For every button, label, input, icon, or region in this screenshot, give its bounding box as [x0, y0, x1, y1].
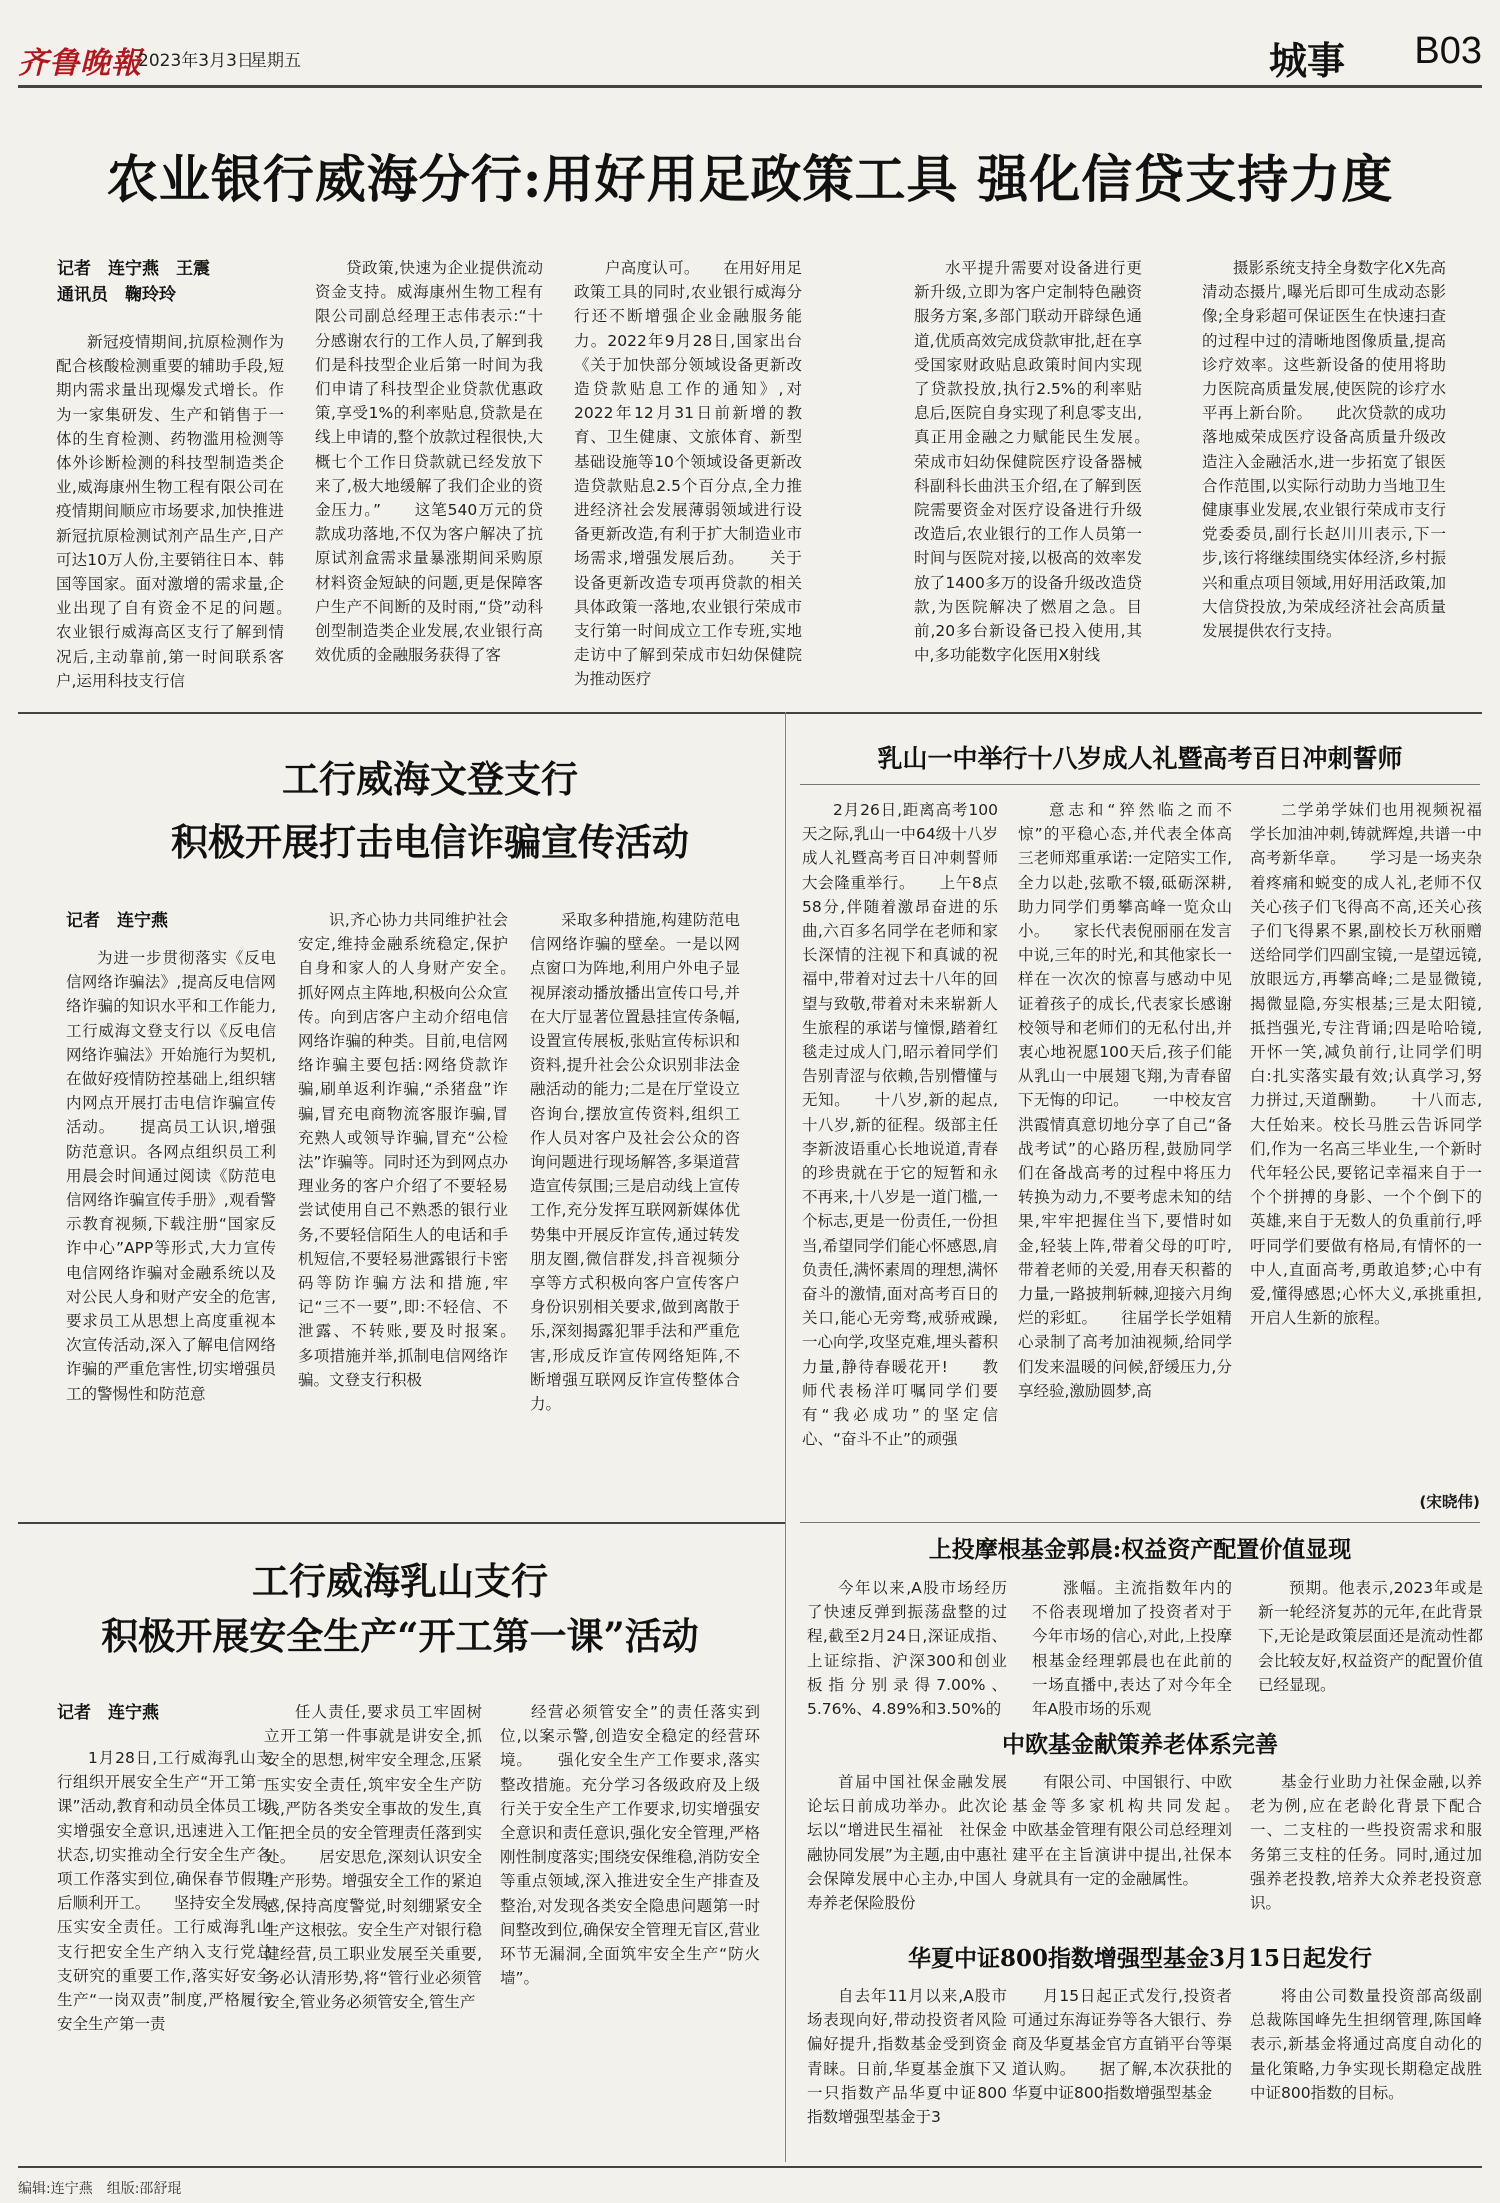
section-name: 城事 — [1268, 38, 1345, 83]
article3-column-1: 2月26日,距离高考100天之际,乳山一中64级十八岁成人礼暨高考百日冲刺誓师大会隆重举行。 上午8点58分,伴随着激昂奋进的乐曲,六百多名同学在老师和家长深情的注视下和真诚的祝福中,带着对过去十八年的回望与致敬,带着对未来崭新人生旅程的承诺与憧憬,踏着红毯走过成人门,昭示着同学们告别青涩与依赖,告别懵懂与无知。 十八岁,新的起点,十八岁,新的征程。级部主任李新波语重心长地说道,青春的珍贵就在于它的短暂和永不再来,十八岁是一道门槛,一个标志,更是一份责任,一份担当,希望同学们能心怀感恩,肩负责任,满怀素周的理想,满怀奋斗的激情,面对高考百日的关口,能心无旁骛,戒骄戒躁,一心向学,攻坚克难,埋头蓄积力量,静待春暖花开! 教师代表杨洋叮嘱同学们要有“我必成功”的坚定信心、“奋斗不止”的顽强 — [802, 801, 998, 1449]
article3-title: 乳山一中举行十八岁成人礼暨高考百日冲刺誓师 — [877, 744, 1403, 773]
article2-byline: 记者 连宁燕 — [66, 911, 168, 931]
article1-column-1: 新冠疫情期间,抗原检测作为配合核酸检测重要的辅助手段,短期内需求量出现爆发式增长。作为一家集研发、生产和销售于一体的生育检测、药物滥用检测等体外诊断检测的科技型制造类企业,威海康州生物工程有限公司在疫情期间顺应市场要求,加快推进新冠抗原检测试剂产品生产,日产可达10万人份,主要销往日本、韩国等国家。面对激增的需求量,企业出现了自有资金不足的问题。 农业银行威海高区支行了解到情况后,主动靠前,第一时间联系客户,运用科技支行信 — [56, 333, 284, 690]
article1-byline-correspondent: 通讯员 鞠玲玲 — [57, 285, 176, 305]
article5-title: 上投摩根基金郭晨:权益资产配置价值显现 — [928, 1536, 1352, 1563]
article1-column-2: 贷政策,快速为企业提供流动资金支持。威海康州生物工程有限公司副总经理王志伟表示:“十分感谢农行的工作人员,了解到我们是科技型企业后第一时间为我们申请了科技型企业贷款优惠政策,享受1%的利率贴息,贷款是在线上申请的,整个放款过程很快,大概七个工作日贷款就已经发放下来了,极大地缓解了我们企业的资金压力。” 这笔540万元的贷款成功落地,不仅为客户解决了抗原试剂盒需求量暴涨期间采购原材料资金短缺的问题,更是保障客户生产不间断的及时雨,“贷”动科创型制造类企业发展,农业银行高效优质的金融服务获得了客 — [315, 259, 543, 665]
article2-title-line1: 工行威海文登支行 — [282, 757, 578, 801]
article2-title-line2: 积极开展打击电信诈骗宣传活动 — [171, 820, 689, 864]
column-divider — [785, 712, 786, 2162]
article4-column-3: 经营必须管安全”的责任落实到位,以案示警,创造安全稳定的经营环境。 强化安全生产工作要求,落实整改措施。充分学习各级政府及上级行关于安全生产工作要求,切实增强安全意识和责任意识,强化安全管理,严格刚性制度落实;围绕安保维稳,消防安全等重点领域,深入推进安全生产排查及整治,对发现各类安全隐患问题第一时间整改到位,确保安全管理无盲区,营业环节无漏洞,全面筑牢安全生产“防火墙”。 — [500, 1703, 760, 1988]
divider-article2 — [18, 1522, 785, 1524]
header-rule — [18, 85, 1482, 88]
article1-column-4: 水平提升需要对设备进行更新升级,立即为客户定制特色融资服务方案,多部门联动开辟绿色通道,优质高效完成贷款审批,赶在享受国家财政贴息政策时间内实现了贷款投放,执行2.5%的利率贴息后,医院自身实现了利息零支出,真正用金融之力赋能民生发展。 荣成市妇幼保健院医疗设备器械科副科长曲洪玉介绍,在了解到医院需要资金对医疗设备进行升级改造后,农业银行的工作人员第一时间与医院对接,以极高的效率发放了1400多万的设备升级改造贷款,为医院解决了燃眉之急。目前,20多台新设备已投入使用,其中,多功能数字化医用X射线 — [914, 259, 1142, 665]
article4-column-2: 任人责任,要求员工牢固树立开工第一件事就是讲安全,抓安全的思想,树牢安全理念,压紧压实安全责任,筑牢安全生产防线,严防各类安全事故的发生,真正把全员的安全管理责任落到实处。 居安思危,深刻认识安全生产形势。增强安全工作的紧迫感,保持高度警觉,时刻绷紧安全生产这根弦。安全生产对银行稳健经营,员工职业发展至关重要,务必认清形势,将“管行业必须管安全,管业务必须管安全,管生产 — [264, 1703, 482, 2012]
footer-rule — [18, 2166, 1482, 2168]
article2-column-3: 采取多种措施,构建防范电信网络诈骗的壁垒。一是以网点窗口为阵地,利用户外电子显视屏滚动播放播出宣传口号,并在大厅显著位置悬挂宣传条幅,设置宣传展板,张贴宣传标识和资料,提升社会公众识别非法金融活动的能力;二是在厅堂设立咨询台,摆放宣传资料,组织工作人员对客户及社会公众的咨询问题进行现场解答,多渠道营造宣传氛围;三是启动线上宣传工作,充分发挥互联网新媒体优势集中开展反诈宣传,通过转发朋友圈,微信群发,抖音视频分享等方式积极向客户宣传客户身份识别相关要求,做到离散于乐,深刻揭露犯罪手法和严重危害,形成反诈宣传网络矩阵,不断增强互联网反诈宣传整体合力。 — [530, 911, 740, 1414]
article5-column-3: 预期。他表示,2023年或是新一轮经济复苏的元年,在此背景下,无论是政策层面还是流动性都会比较友好,权益资产的配置价值已经显现。 — [1258, 1579, 1483, 1694]
article3-signature: (宋晓伟) — [1419, 1493, 1480, 1511]
article6-column-1: 首届中国社保金融发展论坛日前成功举办。此次论坛以“增进民生福祉 社保金融协同发展”为主题,由中惠社会保障发展中心主办,中国人寿养老保险股份 — [807, 1773, 1007, 1913]
footer-editor: 编辑:连宁燕 组版:邵舒琨 — [18, 2181, 182, 2197]
article6-column-2: 有限公司、中国银行、中欧基金等多家机构共同发起。 中欧基金管理有限公司总经理刘建平在主旨演讲中提出,社保本身就具有一定的金融属性。 — [1012, 1773, 1232, 1888]
article1-title: 农业银行威海分行:用好用足政策工具 强化信贷支持力度 — [106, 150, 1394, 210]
article3-column-3: 二学弟学妹们也用视频祝福学长加油冲刺,铸就辉煌,共谱一中高考新华章。 学习是一场夹杂着疼痛和蜕变的成人礼,老师不仅关心孩子们飞得高不高,还关心孩子们飞得累不累,副校长万秋丽赠送给同学们四副宝镜,一是望远镜,放眼远方,再攀高峰;二是显微镜,揭微显隐,夯实根基;三是太阳镜,抵挡强光,专注背诵;四是哈哈镜,开怀一笑,减负前行,让同学们明白:扎实落实最有效;认真学习,努力拼过,天道酬勤。 十八而志,大任始来。校长马胜云告诉同学们,作为一名高三毕业生,一个新时代年轻公民,要铭记幸福来自于一个个拼搏的身影、一个个倒下的英雄,来自于无数人的负重前行,呼吁同学们要做有格局,有情怀的一中人,直面高考,勇敢追梦;心中有爱,懂得感恩;心怀大义,承挑重担,开启人生新的旅程。 — [1250, 801, 1482, 1328]
masthead-logo: 齐鲁晚報 — [18, 46, 142, 81]
article4-title-line1: 工行威海乳山支行 — [252, 1559, 548, 1603]
article4-column-1: 1月28日,工行威海乳山支行组织开展安全生产“开工第一课”活动,教育和动员全体员工切实增强安全意识,迅速进入工作状态,切实推动全行安全生产各项工作落实到位,确保春节假期后顺利开工。 坚持安全发展,压实安全责任。工行威海乳山支行把安全生产纳入支行党总支研究的重要工作,落实好安全生产“一岗双责”制度,严格履行安全生产第一责 — [57, 1749, 272, 2034]
article1-column-3: 户高度认可。 在用好用足政策工具的同时,农业银行威海分行还不断增强企业金融服务能力。2022年9月28日,国家出台《关于加快部分领域设备更新改造贷款贴息工作的通知》,对2022年12月31日前新增的教育、卫生健康、文旅体育、新型基础设施等10个领域设备更新改造贷款贴息2.5个百分点,全力推进经济社会发展薄弱领域进行设备更新改造,有利于扩大制造业市场需求,增强发展后劲。 关于设备更新改造专项再贷款的相关具体政策一落地,农业银行荣成市支行第一时间成立工作专班,实地走访中了解到荣成市妇幼保健院为推动医疗 — [574, 259, 802, 689]
article2-column-1: 为进一步贯彻落实《反电信网络诈骗法》,提高反电信网络诈骗的知识水平和工作能力,工行威海文登支行以《反电信网络诈骗法》开始施行为契机,在做好疫情防控基础上,组织辖内网点开展打击电信诈骗宣传活动。 提高员工认识,增强防范意识。各网点组织员工利用晨会时间通过阅读《防范电信网络诈骗宣传手册》,观看警示教育视频,下载注册“国家反诈中心”APP等形式,大力宣传电信网络诈骗对金融系统以及对公民人身和财产安全的危害,要求员工从思想上高度重视本次宣传活动,深入了解电信网络诈骗的严重危害性,切实增强员工的警惕性和防范意 — [66, 949, 276, 1403]
page-number: B03 — [1414, 30, 1482, 72]
article7-column-3: 将由公司数量投资部高级副总裁陈国峰先生担纲管理,陈国峰表示,新基金将通过高度自动化的量化策略,力争实现长期稳定战胜中证800指数的目标。 — [1250, 1987, 1482, 2102]
article7-column-2: 月15日起正式发行,投资者可通过东海证券等各大银行、券商及华夏基金官方直销平台等渠道认购。 据了解,本次获批的华夏中证800指数增强型基金 — [1012, 1987, 1232, 2102]
divider-article3 — [800, 1522, 1480, 1523]
article7-title: 华夏中证800指数增强型基金3月15日起发行 — [907, 1945, 1373, 1972]
article5-column-2: 涨幅。主流指数年内的不俗表现增加了投资者对于今年市场的信心,对此,上投摩根基金经理郭晨也在此前的一场直播中,表达了对今年全年A股市场的乐观 — [1032, 1579, 1232, 1719]
article2-column-2: 识,齐心协力共同维护社会安定,维持金融系统稳定,保护自身和家人的人身财产安全。 抓好网点主阵地,积极向公众宣传。向到店客户主动介绍电信网络诈骗的种类。目前,电信网络诈骗主要包括:网络贷款诈骗,刷单返利诈骗,“杀猪盘”诈骗,冒充电商物流客服诈骗,冒充熟人或领导诈骗,冒充“公检法”诈骗等。同时还为到网点办理业务的客户介绍了不要轻易尝试使用自己不熟悉的银行业务,不要轻信陌生人的电话和手机短信,不要轻易泄露银行卡密码等防诈骗方法和措施,牢记“三不一要”,即:不轻信、不泄露、不转账,要及时报案。 多项措施并举,抓制电信网络诈骗。文登支行积极 — [298, 911, 508, 1389]
article4-byline: 记者 连宁燕 — [57, 1703, 159, 1723]
article4-title-line2: 积极开展安全生产“开工第一课”活动 — [101, 1614, 699, 1658]
article1-byline-reporters: 记者 连宁燕 王震 — [57, 259, 210, 279]
issue-weekday: 星期五 — [250, 51, 301, 71]
issue-date: 2023年3月3日 — [138, 51, 254, 71]
divider-article1 — [18, 712, 1482, 714]
article6-title: 中欧基金献策养老体系完善 — [1002, 1731, 1278, 1758]
article1-column-5: 摄影系统支持全身数字化X先高清动态摄片,曝光后即可生成动态影像;全身彩超可保证医生在快速扫查的过程中过的清晰地图像质量,提高诊疗效率。这些新设备的使用将助力医院高质量发展,使医院的诊疗水平再上新台阶。 此次贷款的成功落地威荣成医疗设备高质量升级改造注入金融活水,进一步拓宽了银医合作范围,以实际行动助力当地卫生健康事业发展,农业银行荣成市支行党委委员,副行长赵川川表示,下一步,该行将继续围绕实体经济,乡村振兴和重点项目领域,用好用活政策,加大信贷投放,为荣成经济社会高质量发展提供农行支持。 — [1202, 259, 1446, 641]
article6-column-3: 基金行业助力社保金融,以养老为例,应在老龄化背景下配合一、二支柱的一些投资需求和服务第三支柱的任务。同时,通过加强养老投教,培养大众养老投资意识。 — [1250, 1773, 1482, 1913]
article7-column-1: 自去年11月以来,A股市场表现向好,带动投资者风险偏好提升,指数基金受到资金青睐。日前,华夏基金旗下又一只指数产品华夏中证800指数增强型基金于3 — [807, 1987, 1007, 2127]
article5-column-1: 今年以来,A股市场经历了快速反弹到振荡盘整的过程,截至2月24日,深证成指、上证综指、沪深300和创业板指分别录得7.00%、5.76%、4.89%和3.50%的 — [807, 1579, 1007, 1719]
article3-column-2: 意志和“猝然临之而不惊”的平稳心态,并代表全体高三老师郑重承诺:一定陪实工作,全力以赴,弦歌不辍,砥砺深耕,助力同学们勇攀高峰一览众山小。 家长代表倪丽丽在发言中说,三年的时光,和其他家长一样在一次次的惊喜与感动中见证着孩子的成长,代表家长感谢校领导和老师们的无私付出,并衷心地祝愿100天后,孩子们能从乳山一中展翅飞翔,为青春留下无悔的印记。 一中校友宫洪霞情真意切地分享了自己“备战考试”的心路历程,鼓励同学们在备战高考的过程中将压力转换为动力,不要考虑未知的结果,牢牢把握住当下,要惜时如金,轻装上阵,带着父母的叮咛,带着老师的关爱,用春天积蓄的力量,一路披荆斩棘,迎接六月绚烂的彩虹。 往届学长学姐精心录制了高考加油视频,给同学们发来温暖的问候,舒缓压力,分享经验,激励圆梦,高 — [1018, 801, 1232, 1400]
article3-title-rule — [800, 784, 1480, 785]
